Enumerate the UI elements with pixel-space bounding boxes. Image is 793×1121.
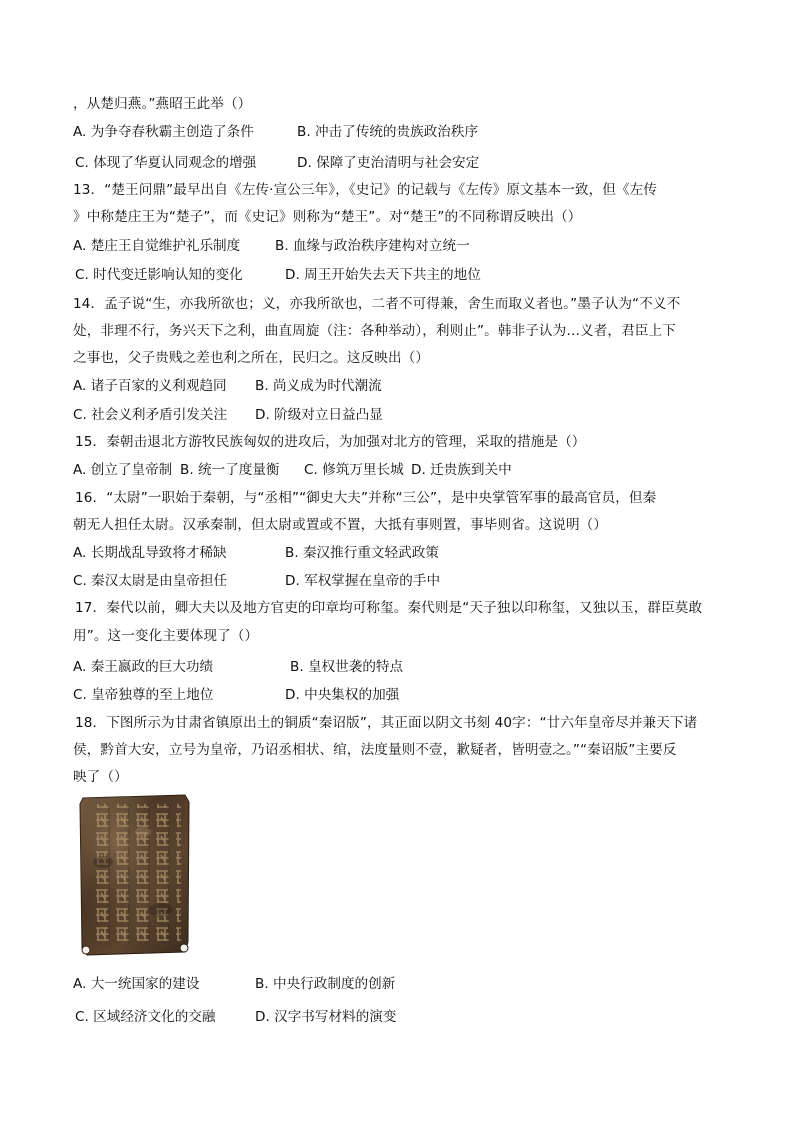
q17-option-c[interactable]: C. 皇帝独尊的至上地位: [73, 687, 214, 703]
question-17-line-1: 17．秦代以前，卿大夫以及地方官吏的印章均可称玺。秦代则是“天子独以印称玺，又独以玉，群臣莫敢: [75, 600, 703, 616]
q13-option-a[interactable]: A. 楚庄王自觉维护礼乐制度: [73, 238, 241, 254]
q18-option-a[interactable]: A. 大一统国家的建设: [73, 976, 200, 992]
q13-option-d[interactable]: D. 周王开始失去天下共主的地位: [285, 267, 481, 283]
q18-option-b[interactable]: B. 中央行政制度的创新: [255, 976, 396, 992]
question-18-line-1: 18．下图所示为甘肃省镇原出土的铜质“秦诏版”，其正面以阴文书刻 40字：“廿六年皇帝尽并兼天下诸: [75, 715, 698, 731]
question-18-line-3: 映了（）: [73, 769, 128, 785]
q17-option-a[interactable]: A. 秦王嬴政的巨大功绩: [73, 659, 214, 675]
question-17-line-2: 用”。这一变化主要体现了（）: [73, 628, 259, 644]
question-13-line-1: 13．“楚王问鼎”最早出自《左传·宣公三年》，《史记》的记载与《左传》原文基本一致，但《左传: [73, 182, 658, 198]
question-16-line-2: 朝无人担任太尉。汉承秦制，但太尉或置或不置，大抵有事则置，事毕则省。这说明（）: [73, 517, 608, 533]
q14-option-c[interactable]: C. 社会义利矛盾引发关注: [73, 407, 228, 423]
q16-option-a[interactable]: A. 长期战乱导致将才稀缺: [73, 545, 227, 561]
question-14-line-3: 之事也，父子贵贱之差也利之所在，民归之。这反映出（）: [73, 350, 430, 366]
q17-option-b[interactable]: B. 皇权世袭的特点: [290, 659, 404, 675]
q14-option-d[interactable]: D. 阶级对立日益凸显: [255, 407, 383, 423]
q16-option-b[interactable]: B. 秦汉推行重文轻武政策: [285, 545, 439, 561]
q15-option-c[interactable]: C. 修筑万里长城: [304, 462, 404, 478]
q12-option-b[interactable]: B. 冲击了传统的贵族政治秩序: [297, 124, 479, 140]
question-14-line-2: 处，非理不行，务兴天下之利，曲直周旋（注：各种举动），利则止”。韩非子认为…义者，君臣上下: [73, 323, 676, 339]
q12-option-d[interactable]: D. 保障了吏治清明与社会安定: [297, 155, 480, 171]
plaque-svg: [73, 792, 195, 964]
q16-option-d[interactable]: D. 军权掌握在皇帝的手中: [285, 573, 441, 589]
question-12-tail: ，从楚归燕。”燕昭王此举（）: [73, 96, 252, 112]
q17-option-d[interactable]: D. 中央集权的加强: [285, 687, 400, 703]
question-18-line-2: 侯，黔首大安，立号为皇帝，乃诏丞相状、绾，法度量则不壹，歉疑者，皆明壹之。”“秦诏版”主要反: [73, 742, 677, 758]
q14-option-b[interactable]: B. 尚义成为时代潮流: [255, 378, 382, 394]
question-13-line-2: 》中称楚庄王为“楚子”，而《史记》则称为“楚王”。对“楚王”的不同称谓反映出（）: [73, 209, 582, 225]
question-16-line-1: 16．“太尉”一职始于秦朝，与“丞相”“御史大夫”并称“三公”，是中央掌管军事的最高官员，但秦: [75, 490, 657, 506]
q18-option-d[interactable]: D. 汉字书写材料的演变: [255, 1009, 397, 1025]
q15-option-b[interactable]: B. 统一了度量衡: [180, 462, 280, 478]
q12-option-a[interactable]: A. 为争夺春秋霸主创造了条件: [73, 124, 254, 140]
q15-option-a[interactable]: A. 创立了皇帝制: [73, 462, 173, 478]
q16-option-c[interactable]: C. 秦汉太尉是由皇帝担任: [73, 573, 228, 589]
q15-option-d[interactable]: D. 迁贵族到关中: [411, 462, 512, 478]
q12-option-c[interactable]: C. 体现了华夏认同观念的增强: [75, 155, 257, 171]
qin-edict-plaque-image: [73, 792, 195, 964]
question-15-line-1: 15．秦朝击退北方游牧民族匈奴的进攻后，为加强对北方的管理，采取的措施是（）: [75, 434, 586, 450]
q13-option-c[interactable]: C. 时代变迁影响认知的变化: [75, 267, 243, 283]
q18-option-c[interactable]: C. 区域经济文化的交融: [75, 1009, 216, 1025]
question-14-line-1: 14．孟子说“生，亦我所欲也；义，亦我所欲也，二者不可得兼，舍生而取义者也。”墨子认为“不义不: [73, 296, 681, 312]
q13-option-b[interactable]: B. 血缘与政治秩序建构对立统一: [275, 238, 470, 254]
q14-option-a[interactable]: A. 诸子百家的义利观趋同: [73, 378, 227, 394]
